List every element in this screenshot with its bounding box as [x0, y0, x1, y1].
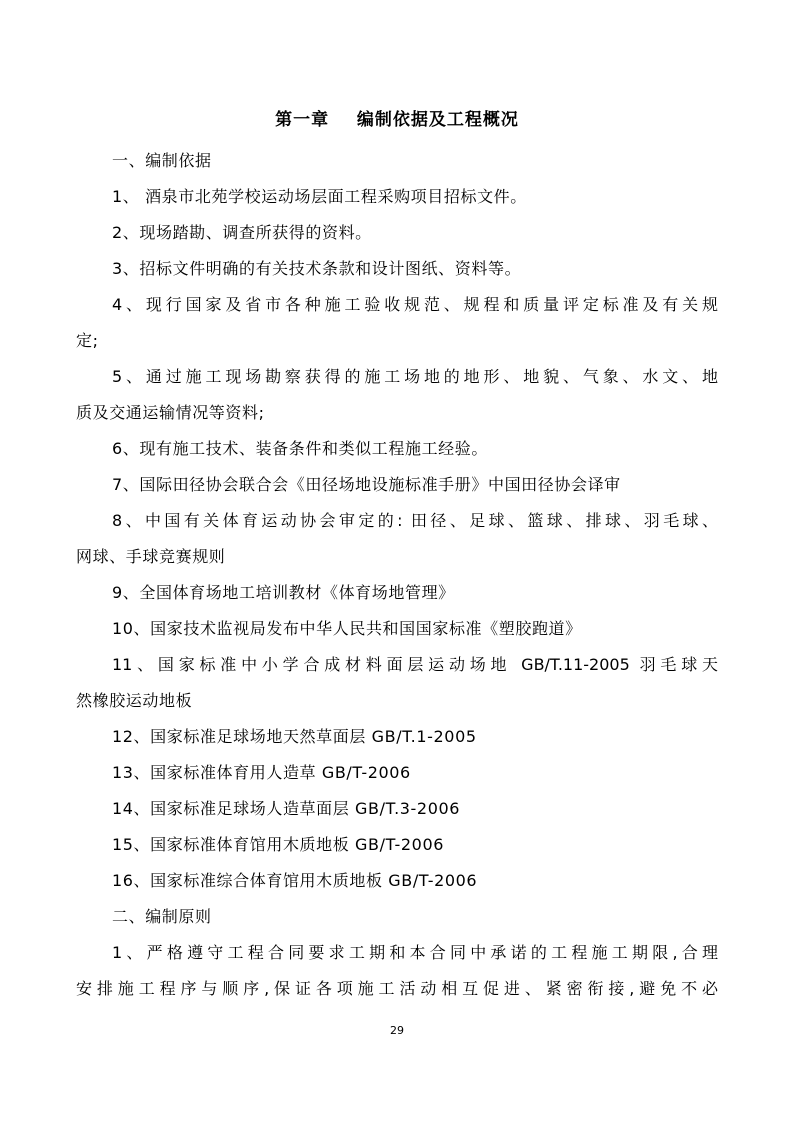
basis-item-9: 9、全国体育场地工培训教材《体育场地管理》	[112, 583, 455, 602]
page-number: 29	[390, 1024, 404, 1037]
basis-item-10: 10、国家技术监视局发布中华人民共和国国家标准《塑胶跑道》	[112, 619, 582, 638]
basis-item-13: 13、国家标准体育用人造草 GB/T-2006	[112, 763, 411, 782]
section-heading-principles: 二、编制原则	[112, 907, 212, 926]
basis-item-8-line-1: 8、中国有关体育运动协会审定的: 田径、足球、篮球、排球、羽毛球、	[112, 511, 718, 530]
basis-item-7: 7、国际田径协会联合会《田径场地设施标准手册》中国田径协会译审	[112, 475, 621, 494]
section-heading-basis: 一、编制依据	[112, 151, 212, 170]
principle-1-line-2: 安排施工程序与顺序,保证各项施工活动相互促进、紧密衔接,避免不必	[76, 979, 718, 998]
basis-item-8-line-2: 网球、手球竞赛规则	[76, 547, 226, 566]
basis-item-1: 1、 酒泉市北苑学校运动场层面工程采购项目招标文件。	[112, 187, 527, 206]
basis-item-2: 2、现场踏勘、调查所获得的资料。	[112, 223, 372, 242]
chapter-title: 第一章 编制依据及工程概况	[275, 110, 519, 130]
basis-item-4-line-1: 4、现行国家及省市各种施工验收规范、规程和质量评定标准及有关规	[112, 295, 718, 314]
basis-item-6: 6、现有施工技术、装备条件和类似工程施工经验。	[112, 439, 488, 458]
basis-item-14: 14、国家标准足球场人造草面层 GB/T.3-2006	[112, 799, 461, 818]
principle-1-line-1: 1、严格遵守工程合同要求工期和本合同中承诺的工程施工期限,合理	[112, 943, 718, 962]
basis-item-16: 16、国家标准综合体育馆用木质地板 GB/T-2006	[112, 871, 478, 890]
basis-item-4-line-2: 定;	[76, 331, 99, 350]
basis-item-15: 15、国家标准体育馆用木质地板 GB/T-2006	[112, 835, 445, 854]
basis-item-11-line-2: 然橡胶运动地板	[76, 691, 193, 710]
basis-item-3: 3、招标文件明确的有关技术条款和设计图纸、资料等。	[112, 259, 522, 278]
basis-item-5-line-1: 5、通过施工现场勘察获得的施工场地的地形、地貌、气象、水文、地	[112, 367, 718, 386]
basis-item-5-line-2: 质及交通运输情况等资料;	[76, 403, 265, 422]
basis-item-11-line-1: 11、国家标准中小学合成材料面层运动场地 GB/T.11-2005 羽毛球天	[112, 655, 718, 674]
basis-item-12: 12、国家标准足球场地天然草面层 GB/T.1-2005	[112, 727, 477, 746]
